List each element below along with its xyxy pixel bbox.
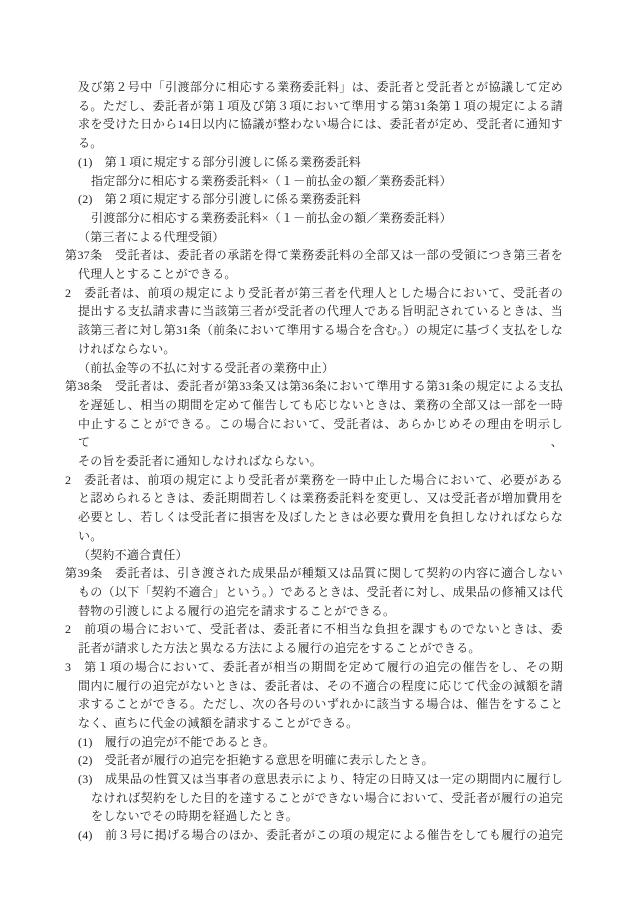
document-line: 託者が請求した方法と異なる方法による履行の追完をすることができる。 <box>78 641 481 656</box>
document-line: 求を受けた日から14日以内に協議が整わない場合には、委託者が定め、受託者に通知す <box>78 117 563 132</box>
document-line: 2 委託者は、前項の規定により受託者が第三者を代理人とした場合において、受託者の <box>65 285 563 300</box>
document-line: 2 委託者は、前項の規定により受託者が業務を一時中止した場合において、必要がある <box>65 472 563 487</box>
document-line: 間内に履行の追完がないときは、委託者は、その不適合の程度に応じて代金の減額を請 <box>78 678 563 693</box>
document-line: その旨を委託者に通知しなければならない。 <box>78 454 323 469</box>
document-line: 指定部分に相応する業務委託料×（１－前払金の額／業務委託料） <box>91 173 452 188</box>
document-line: （第三者による代理受領） <box>78 229 225 244</box>
document-line: (3) 成果品の性質又は当事者の意思表示により、特定の日時又は一定の期間内に履行し <box>78 772 563 787</box>
document-line: もの（以下「契約不適合」という。）であるときは、受託者に対し、成果品の修補又は代 <box>78 584 563 599</box>
document-line: と認められるときは、委託期間若しくは業務委託料を変更し、又は受託者が増加費用を <box>78 491 563 506</box>
document-line: をしないでその時期を経過したとき。 <box>91 809 298 824</box>
document-line: 及び第２号中「引渡部分に相応する業務委託料」は、委託者と受託者とが協議して定め <box>78 80 563 94</box>
document-line: 第39条 委託者は、引き渡された成果品が種類又は品質に関して契約の内容に適合しない <box>65 566 563 581</box>
document-line: なく、直ちに代金の減額を請求することができる。 <box>78 715 359 730</box>
document-line: （契約不適合責任） <box>78 547 188 562</box>
document-line: (1) 第１項に規定する部分引渡しに係る業務委託料 <box>78 154 361 169</box>
document-line: 求することができる。ただし、次の各号のいずれかに該当する場合は、催告をすること <box>78 697 563 712</box>
document-line: を遅延し、相当の期間を定めて催告しても応じないときは、業務の全部又は一部を一時 <box>78 397 563 412</box>
document-line: 提出する支払請求書に当該第三者が受託者の代理人である旨明記されているときは、当 <box>78 304 563 319</box>
document-line: 第38条 受託者は、委託者が第33条又は第36条において準用する第31条の規定による支払 <box>65 379 563 394</box>
document-line: 2 前項の場合において、受託者は、委託者に不相当な負担を課すものでないときは、委 <box>65 622 563 637</box>
document-line: なければ契約をした目的を達することができない場合において、受託者が履行の追完 <box>91 790 563 805</box>
document-line: 必要とし、若しくは受託者に損害を及ぼしたときは必要な費用を負担しなければならな <box>78 510 563 525</box>
document-line: 引渡部分に相応する業務委託料×（１－前払金の額／業務委託料） <box>91 210 452 225</box>
document-line: 代理人とすることができる。 <box>78 267 237 282</box>
document-line: い。 <box>78 528 103 543</box>
document-line: ければならない。 <box>78 341 176 356</box>
document-line: (2) 第２項に規定する部分引渡しに係る業務委託料 <box>78 192 361 207</box>
document-line: る。ただし、委託者が第１項及び第３項において準用する第31条第１項の規定による請 <box>78 98 563 113</box>
document-line: (2) 受託者が履行の追完を拒絶する意思を明確に表示したとき。 <box>78 753 434 768</box>
document-line: 第37条 受託者は、委託者の承諾を得て業務委託料の全部又は一部の受領につき第三者を <box>65 248 563 263</box>
document-line: （前払金等の不払に対する受託者の業務中止） <box>78 360 335 375</box>
document-line: 替物の引渡しによる履行の追完を請求することができる。 <box>78 603 396 618</box>
document-line: 3 第１項の場合において、委託者が相当の期間を定めて履行の追完の催告をし、その期 <box>65 659 563 674</box>
document-line: (4) 前３号に掲げる場合のほか、委託者がこの項の規定による催告をしても履行の追完 <box>78 828 563 843</box>
document-line: (1) 履行の追完が不能であるとき。 <box>78 734 276 749</box>
document-line: 中止することができる。この場合において、受託者は、あらかじめその理由を明示して、 <box>78 416 563 450</box>
contract-text-block <box>65 78 563 845</box>
document-line: 該第三者に対し第31条（前条において準用する場合を含む。）の規定に基づく支払をしな <box>78 323 563 338</box>
document-line: る。 <box>78 136 103 151</box>
